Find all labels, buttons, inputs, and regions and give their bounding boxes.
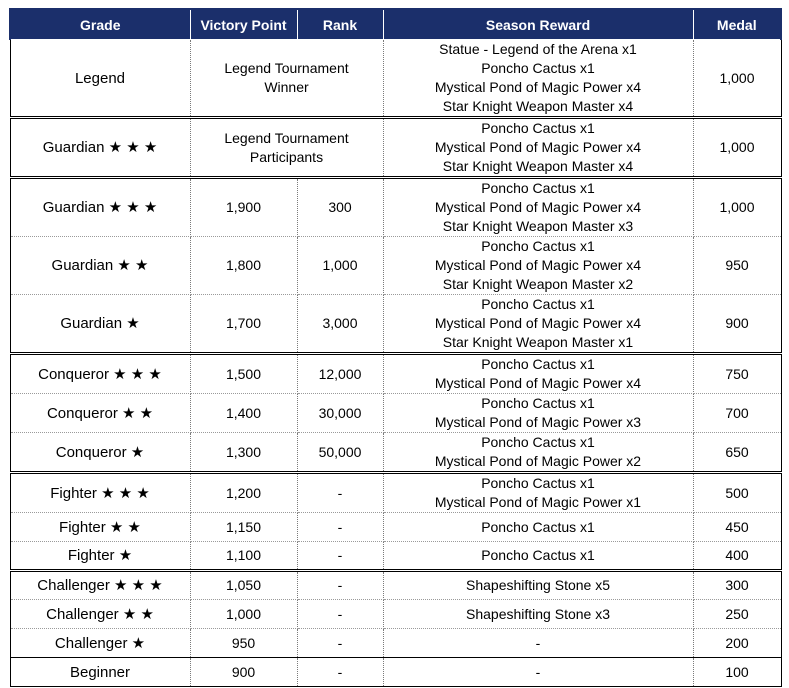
reward-line: Poncho Cactus x1	[481, 356, 595, 372]
rank-cell: -	[297, 658, 383, 687]
medal-cell: 450	[693, 513, 781, 542]
medal-cell: 1,000	[693, 178, 781, 237]
reward-line: Shapeshifting Stone x5	[466, 577, 610, 593]
qualification-text: Legend Tournament Participants	[224, 129, 349, 165]
header-rank: Rank	[297, 9, 383, 40]
season-reward-cell	[383, 178, 693, 237]
season-reward-cell	[383, 394, 693, 433]
rank-cell: 3,000	[297, 295, 383, 354]
season-reward-cell	[383, 118, 693, 178]
victory-point-cell: 1,050	[190, 571, 297, 600]
medal-cell: 650	[693, 433, 781, 473]
victory-point-cell: 1,100	[190, 542, 297, 571]
season-reward-cell	[383, 354, 693, 394]
victory-point-cell: 950	[190, 629, 297, 658]
season-reward-cell	[383, 473, 693, 513]
season-reward-cell	[383, 571, 693, 600]
rank-cell: -	[297, 473, 383, 513]
medal-cell: 250	[693, 600, 781, 629]
season-reward-cell	[383, 237, 693, 295]
medal-cell: 700	[693, 394, 781, 433]
season-reward-cell	[383, 600, 693, 629]
reward-line: Poncho Cactus x1	[481, 180, 595, 196]
reward-line: Mystical Pond of Magic Power x4	[434, 79, 642, 95]
grade-cell: Challenger ★ ★ ★	[10, 571, 190, 600]
rank-cell: -	[297, 542, 383, 571]
season-reward-cell	[383, 513, 693, 542]
victory-point-cell: 900	[190, 658, 297, 687]
medal-cell: 400	[693, 542, 781, 571]
grade-cell: Challenger ★	[10, 629, 190, 658]
victory-point-cell: 1,200	[190, 473, 297, 513]
table-header-row	[10, 9, 781, 40]
season-reward-cell	[383, 40, 693, 118]
rank-cell: 300	[297, 178, 383, 237]
reward-line: Statue - Legend of the Arena x1	[439, 41, 637, 57]
table-row	[10, 295, 781, 354]
table-row	[10, 118, 781, 178]
reward-line: Mystical Pond of Magic Power x4	[434, 139, 642, 155]
table-row	[10, 658, 781, 687]
reward-line: Mystical Pond of Magic Power x4	[434, 257, 642, 273]
reward-line: Poncho Cactus x1	[481, 238, 595, 254]
rank-cell: -	[297, 571, 383, 600]
medal-cell: 900	[693, 295, 781, 354]
reward-line: Star Knight Weapon Master x2	[442, 276, 634, 292]
reward-line: Poncho Cactus x1	[481, 60, 595, 76]
header-season-reward: Season Reward	[383, 9, 693, 40]
table-row	[10, 40, 781, 118]
medal-cell: 200	[693, 629, 781, 658]
reward-line: -	[535, 663, 541, 680]
season-reward-cell	[383, 433, 693, 473]
reward-line: Star Knight Weapon Master x1	[442, 334, 634, 350]
rank-cell: -	[297, 513, 383, 542]
table-row	[10, 178, 781, 237]
victory-point-cell: 1,500	[190, 354, 297, 394]
grade-cell: Conqueror ★ ★	[10, 394, 190, 433]
victory-point-cell: 1,300	[190, 433, 297, 473]
reward-line: Mystical Pond of Magic Power x4	[434, 199, 642, 215]
season-reward-table	[9, 8, 782, 687]
medal-cell: 750	[693, 354, 781, 394]
reward-line: Poncho Cactus x1	[481, 547, 595, 563]
grade-cell: Legend	[10, 40, 190, 118]
grade-cell: Guardian ★ ★	[10, 237, 190, 295]
table-row	[10, 354, 781, 394]
grade-cell: Guardian ★ ★ ★	[10, 178, 190, 237]
grade-cell: Fighter ★ ★ ★	[10, 473, 190, 513]
rank-cell: 12,000	[297, 354, 383, 394]
medal-cell: 950	[693, 237, 781, 295]
reward-line: Poncho Cactus x1	[481, 434, 595, 450]
rank-cell: -	[297, 629, 383, 658]
medal-cell: 1,000	[693, 118, 781, 178]
qualification-cell	[190, 118, 383, 178]
grade-cell: Fighter ★ ★	[10, 513, 190, 542]
table-row	[10, 237, 781, 295]
grade-cell: Challenger ★ ★	[10, 600, 190, 629]
qualification-text: Legend Tournament Winner	[224, 60, 349, 95]
reward-line: Star Knight Weapon Master x3	[442, 218, 634, 234]
victory-point-cell: 1,800	[190, 237, 297, 295]
rank-cell: 50,000	[297, 433, 383, 473]
table-row	[10, 629, 781, 658]
grade-cell: Beginner	[10, 658, 190, 687]
victory-point-cell: 1,900	[190, 178, 297, 237]
season-reward-cell	[383, 295, 693, 354]
victory-point-cell: 1,400	[190, 394, 297, 433]
season-reward-cell	[383, 542, 693, 571]
qualification-cell	[190, 40, 383, 118]
medal-cell: 300	[693, 571, 781, 600]
season-reward-cell	[383, 658, 693, 687]
season-reward-cell	[383, 629, 693, 658]
table-row	[10, 513, 781, 542]
reward-line: Poncho Cactus x1	[481, 518, 595, 535]
table-row	[10, 473, 781, 513]
reward-line: Poncho Cactus x1	[481, 120, 595, 136]
reward-line: Poncho Cactus x1	[481, 395, 595, 411]
reward-line: Shapeshifting Stone x3	[466, 605, 610, 622]
rank-cell: -	[297, 600, 383, 629]
medal-cell: 1,000	[693, 40, 781, 118]
medal-cell: 500	[693, 473, 781, 513]
victory-point-cell: 1,700	[190, 295, 297, 354]
header-victory-point: Victory Point	[190, 9, 297, 40]
grade-cell: Guardian ★	[10, 295, 190, 354]
reward-line: -	[535, 634, 541, 651]
medal-cell: 100	[693, 658, 781, 687]
reward-line: Mystical Pond of Magic Power x3	[434, 414, 642, 430]
grade-cell: Fighter ★	[10, 542, 190, 571]
reward-line: Poncho Cactus x1	[481, 296, 595, 312]
reward-line: Mystical Pond of Magic Power x1	[434, 494, 642, 510]
table-row	[10, 394, 781, 433]
grade-cell: Conqueror ★	[10, 433, 190, 473]
rank-cell: 30,000	[297, 394, 383, 433]
header-grade: Grade	[10, 9, 190, 40]
grade-cell: Conqueror ★ ★ ★	[10, 354, 190, 394]
reward-line: Star Knight Weapon Master x4	[442, 98, 634, 114]
victory-point-cell: 1,000	[190, 600, 297, 629]
reward-line: Poncho Cactus x1	[481, 475, 595, 491]
reward-line: Star Knight Weapon Master x4	[442, 158, 634, 174]
rank-cell: 1,000	[297, 237, 383, 295]
header-medal: Medal	[693, 9, 781, 40]
reward-line: Mystical Pond of Magic Power x4	[434, 315, 642, 331]
table-row	[10, 571, 781, 600]
table-row	[10, 433, 781, 473]
table-row	[10, 600, 781, 629]
reward-line: Mystical Pond of Magic Power x4	[434, 375, 642, 391]
table-row	[10, 542, 781, 571]
grade-cell: Guardian ★ ★ ★	[10, 118, 190, 178]
reward-line: Mystical Pond of Magic Power x2	[434, 453, 642, 469]
victory-point-cell: 1,150	[190, 513, 297, 542]
